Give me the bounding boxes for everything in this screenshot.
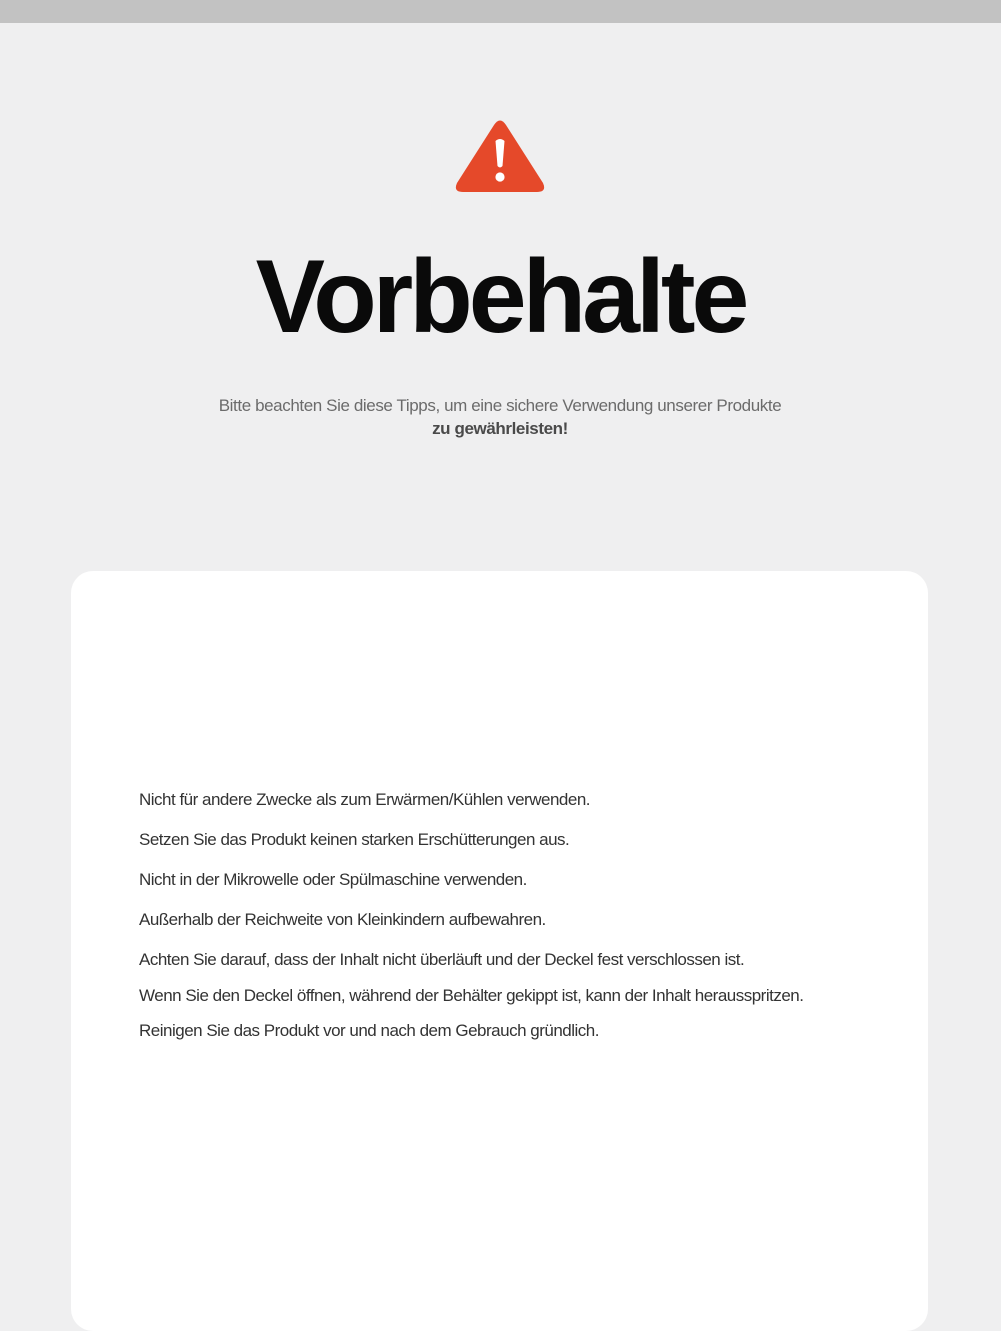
tip-item: Setzen Sie das Produkt keinen starken Erschütterungen aus.	[139, 830, 570, 849]
page-title: Vorbehalte	[255, 239, 746, 355]
tip-item: Nicht in der Mikrowelle oder Spülmaschine verwenden.	[139, 870, 527, 889]
subtitle-line-2: zu gewährleisten!	[432, 419, 568, 438]
tip-item: Außerhalb der Reichweite von Kleinkindern aufbewahren.	[139, 910, 546, 929]
subtitle-line-1: Bitte beachten Sie diese Tipps, um eine sichere Verwendung unserer Produkte	[218, 396, 782, 415]
tip-item: Wenn Sie den Deckel öffnen, während der Behälter gekippt ist, kann der Inhalt herausspritzen.	[139, 986, 804, 1005]
warning-icon	[454, 117, 546, 193]
tip-item: Nicht für andere Zwecke als zum Erwärmen/Kühlen verwenden.	[139, 790, 590, 809]
tip-item: Reinigen Sie das Produkt vor und nach dem Gebrauch gründlich.	[139, 1021, 599, 1040]
top-bar	[0, 0, 1001, 23]
tip-item: Achten Sie darauf, dass der Inhalt nicht überläuft und der Deckel fest verschlossen ist.	[139, 950, 745, 969]
page-subtitle	[150, 394, 850, 440]
